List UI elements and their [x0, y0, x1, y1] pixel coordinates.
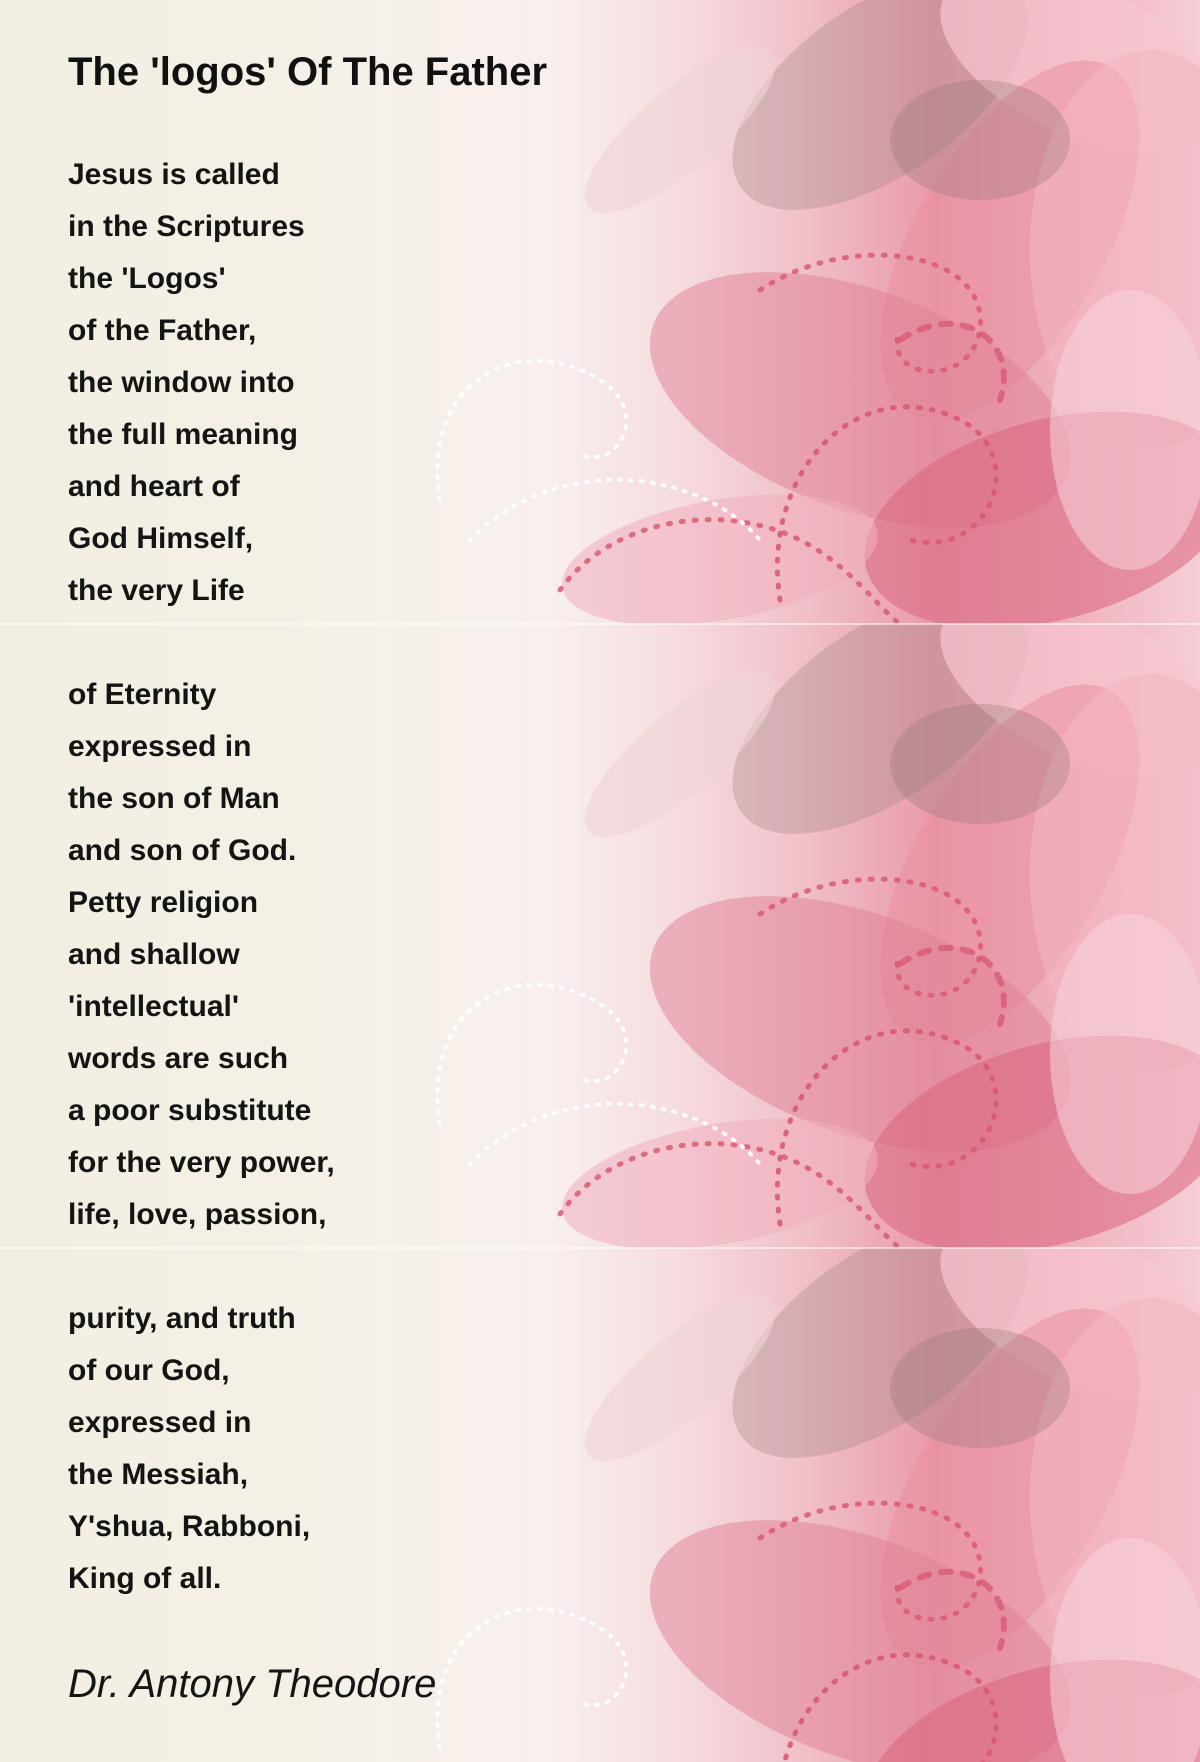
poem-line: and shallow — [68, 938, 240, 971]
poem-line: of the Father, — [68, 314, 257, 347]
poem-line: the son of Man — [68, 782, 280, 815]
poem-line: expressed in — [68, 1406, 252, 1439]
stanza-3 — [68, 1293, 310, 1605]
poem-line: the window into — [68, 366, 295, 399]
poem-line: words are such — [68, 1042, 289, 1075]
poem-line: God Himself, — [68, 522, 254, 555]
poem-line: life, love, passion, — [68, 1198, 327, 1231]
poem-line: King of all. — [68, 1562, 222, 1595]
poem-line: purity, and truth — [68, 1302, 296, 1335]
poem-line: of Eternity — [68, 678, 217, 711]
poem-line: Y'shua, Rabboni, — [68, 1510, 311, 1543]
poem-line: of our God, — [68, 1354, 230, 1387]
poem-line: a poor substitute — [68, 1094, 312, 1127]
poem-line: the Messiah, — [68, 1458, 249, 1491]
poem-line: Petty religion — [68, 886, 259, 919]
poem-line: and heart of — [68, 470, 240, 503]
poem-title: The 'logos' Of The Father — [68, 50, 548, 94]
poem-line: the very Life — [68, 574, 245, 607]
poem-author: Dr. Antony Theodore — [68, 1662, 437, 1706]
stanza-2 — [68, 669, 335, 1241]
poem-line: the full meaning — [68, 418, 299, 451]
poem-line: expressed in — [68, 730, 252, 763]
poem-line: for the very power, — [68, 1146, 335, 1179]
poem-line: 'intellectual' — [68, 990, 239, 1023]
poem-line: the 'Logos' — [68, 262, 226, 295]
poem-line: in the Scriptures — [68, 210, 305, 243]
stanza-1 — [68, 149, 305, 617]
poem-line: and son of God. — [68, 834, 297, 867]
poem-line: Jesus is called — [68, 158, 280, 191]
